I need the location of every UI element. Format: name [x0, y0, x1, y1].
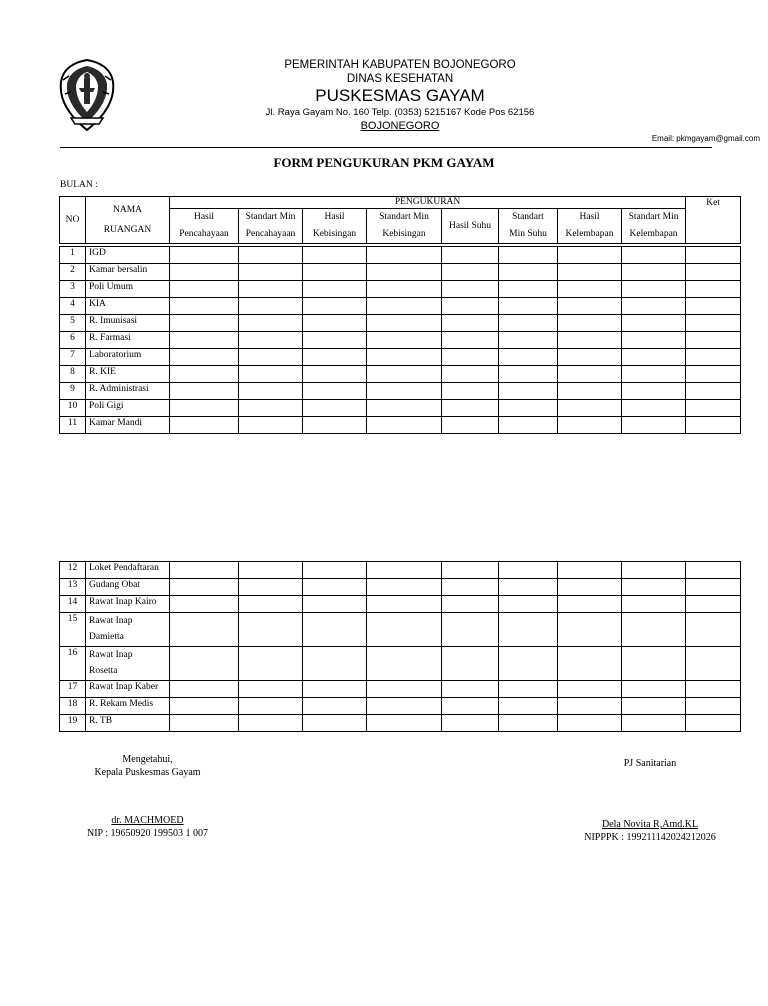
measurement-cell[interactable] [558, 613, 622, 647]
row-number: 19 [60, 715, 86, 732]
row-room-name [86, 349, 170, 366]
measurement-cell[interactable] [686, 579, 741, 596]
measurement-cell[interactable] [239, 613, 303, 647]
table-row [60, 596, 741, 613]
row-number: 14 [60, 596, 86, 613]
row-room-name [86, 332, 170, 349]
measurement-cell[interactable] [499, 247, 558, 264]
col-hasil-kebisingan-l2: Kebisingan [303, 225, 367, 244]
measurement-cell[interactable] [686, 647, 741, 681]
measurement-table-part2 [59, 561, 741, 732]
measurement-cell[interactable] [686, 366, 741, 383]
measurement-cell[interactable] [367, 613, 442, 647]
header-line2: DINAS KESEHATAN [346, 73, 454, 85]
measurement-cell[interactable] [170, 315, 239, 332]
measurement-cell[interactable] [170, 579, 239, 596]
room-name-line1: Gudang Obat [89, 580, 140, 590]
measurement-cell[interactable] [367, 417, 442, 434]
col-standart-min-suhu-l2: Min Suhu [499, 225, 558, 244]
measurement-cell[interactable] [303, 681, 367, 698]
measurement-cell[interactable] [622, 647, 686, 681]
row-room-name [86, 596, 170, 613]
measurement-cell[interactable] [303, 298, 367, 315]
measurement-cell[interactable] [170, 417, 239, 434]
measurement-cell[interactable] [558, 281, 622, 298]
measurement-cell[interactable] [170, 596, 239, 613]
table-row [60, 698, 741, 715]
measurement-cell[interactable] [442, 417, 499, 434]
table-row [60, 332, 741, 349]
measurement-cell[interactable] [367, 596, 442, 613]
measurement-cell[interactable] [558, 383, 622, 400]
header-no: NO [60, 197, 86, 244]
measurement-cell[interactable] [442, 681, 499, 698]
col-hasil-kelembapan-l2: Kelembapan [558, 225, 622, 244]
measurement-cell[interactable] [442, 298, 499, 315]
measurement-cell[interactable] [367, 383, 442, 400]
row-number: 9 [60, 383, 86, 400]
measurement-cell[interactable] [239, 681, 303, 698]
measurement-cell[interactable] [442, 715, 499, 732]
measurement-cell[interactable] [303, 315, 367, 332]
measurement-cell[interactable] [303, 562, 367, 579]
measurement-cell[interactable] [622, 715, 686, 732]
measurement-cell[interactable] [499, 281, 558, 298]
measurement-cell[interactable] [499, 400, 558, 417]
room-name-line1: R. KIE [89, 367, 116, 377]
regency-emblem-icon [57, 58, 117, 132]
row-number: 7 [60, 349, 86, 366]
table-row [60, 715, 741, 732]
col-hasil-pencahayaan-l2: Pencahayaan [170, 225, 239, 244]
measurement-cell[interactable] [442, 596, 499, 613]
measurement-cell[interactable] [367, 298, 442, 315]
measurement-cell[interactable] [442, 281, 499, 298]
row-number: 10 [60, 400, 86, 417]
measurement-cell[interactable] [686, 315, 741, 332]
col-standart-min-kebisingan-l2: Kebisingan [367, 225, 442, 244]
row-room-name [86, 579, 170, 596]
measurement-cell[interactable] [239, 315, 303, 332]
measurement-cell[interactable] [239, 417, 303, 434]
measurement-cell[interactable] [622, 366, 686, 383]
table-row [60, 613, 741, 647]
measurement-cell[interactable] [170, 400, 239, 417]
measurement-cell[interactable] [622, 332, 686, 349]
measurement-cell[interactable] [367, 281, 442, 298]
room-name-line1: R. Rekam Medis [89, 699, 154, 709]
measurement-cell[interactable] [622, 681, 686, 698]
table-row [60, 417, 741, 434]
measurement-cell[interactable] [686, 417, 741, 434]
measurement-cell[interactable] [622, 613, 686, 647]
room-name-line1: Kamar Mandi [89, 418, 143, 428]
measurement-cell[interactable] [239, 332, 303, 349]
row-room-name [86, 298, 170, 315]
measurement-cell[interactable] [499, 366, 558, 383]
header-ket: Ket [686, 197, 741, 244]
measurement-cell[interactable] [499, 264, 558, 281]
signature-left-nip: NIP : 19650920 199503 1 007 [86, 828, 209, 839]
row-room-name [86, 366, 170, 383]
row-number: 18 [60, 698, 86, 715]
measurement-cell[interactable] [558, 698, 622, 715]
table-row [60, 366, 741, 383]
measurement-cell[interactable] [558, 298, 622, 315]
measurement-cell[interactable] [303, 264, 367, 281]
col-hasil-suhu: Hasil Suhu [442, 209, 499, 244]
measurement-cell[interactable] [558, 681, 622, 698]
row-room-name [86, 383, 170, 400]
measurement-cell[interactable] [170, 247, 239, 264]
room-name-line1: R. Imunisasi [89, 316, 138, 326]
measurement-cell[interactable] [558, 647, 622, 681]
measurement-cell[interactable] [622, 596, 686, 613]
measurement-cell[interactable] [686, 264, 741, 281]
row-number: 13 [60, 579, 86, 596]
measurement-cell[interactable] [686, 383, 741, 400]
measurement-cell[interactable] [558, 332, 622, 349]
measurement-cell[interactable] [499, 715, 558, 732]
row-number: 15 [60, 613, 86, 647]
measurement-cell[interactable] [170, 281, 239, 298]
table-row [60, 400, 741, 417]
table-row [60, 281, 741, 298]
row-number: 8 [60, 366, 86, 383]
measurement-cell[interactable] [622, 349, 686, 366]
measurement-cell[interactable] [622, 579, 686, 596]
measurement-cell[interactable] [558, 349, 622, 366]
row-number: 1 [60, 247, 86, 264]
measurement-cell[interactable] [686, 562, 741, 579]
measurement-cell[interactable] [367, 715, 442, 732]
table-row [60, 681, 741, 698]
room-name-line1: Rawat Inap Kaber [89, 682, 159, 692]
row-room-name [86, 264, 170, 281]
room-name-line2: Rosetta [89, 666, 118, 676]
measurement-cell[interactable] [303, 383, 367, 400]
measurement-cell[interactable] [442, 264, 499, 281]
measurement-cell[interactable] [558, 315, 622, 332]
measurement-cell[interactable] [239, 400, 303, 417]
table-row [60, 647, 741, 681]
measurement-cell[interactable] [303, 332, 367, 349]
measurement-cell[interactable] [367, 264, 442, 281]
header-divider [60, 147, 712, 148]
measurement-cell[interactable] [170, 298, 239, 315]
measurement-cell[interactable] [239, 647, 303, 681]
col-standart-min-kelembapan: Standart Min [622, 209, 686, 226]
row-number: 12 [60, 562, 86, 579]
row-room-name [86, 698, 170, 715]
row-room-name [86, 613, 170, 647]
measurement-cell[interactable] [622, 298, 686, 315]
row-room-name [86, 247, 170, 264]
room-name-line1: Kamar bersalin [89, 265, 148, 275]
signature-right-name: Dela Novita R,Amd.KL [601, 819, 699, 830]
header-puskesmas-name: PUSKESMAS GAYAM [315, 86, 485, 105]
measurement-cell[interactable] [239, 579, 303, 596]
measurement-cell[interactable] [499, 613, 558, 647]
measurement-cell[interactable] [170, 562, 239, 579]
room-name-line1: Laboratorium [89, 350, 142, 360]
measurement-cell[interactable] [442, 383, 499, 400]
measurement-cell[interactable] [558, 400, 622, 417]
header-address: Jl. Raya Gayam No. 160 Telp. (0353) 5215167 Kode Pos 62156 [265, 107, 535, 118]
measurement-cell[interactable] [303, 613, 367, 647]
measurement-cell[interactable] [367, 247, 442, 264]
row-room-name [86, 647, 170, 681]
row-number: 3 [60, 281, 86, 298]
measurement-cell[interactable] [499, 562, 558, 579]
measurement-cell[interactable] [686, 400, 741, 417]
measurement-cell[interactable] [239, 349, 303, 366]
measurement-cell[interactable] [622, 383, 686, 400]
measurement-cell[interactable] [170, 647, 239, 681]
table-row [60, 349, 741, 366]
measurement-cell[interactable] [442, 247, 499, 264]
col-hasil-kebisingan: Hasil [303, 209, 367, 226]
measurement-cell[interactable] [367, 400, 442, 417]
row-room-name [86, 315, 170, 332]
room-name-line1: Poli Gigi [89, 401, 124, 411]
signature-left-block [60, 753, 235, 779]
signature-left-label1: Mengetahui, [122, 754, 173, 765]
measurement-cell[interactable] [442, 562, 499, 579]
measurement-cell[interactable] [499, 647, 558, 681]
measurement-cell[interactable] [442, 579, 499, 596]
header-city: BOJONEGORO [360, 120, 440, 132]
measurement-cell[interactable] [622, 264, 686, 281]
measurement-cell[interactable] [239, 281, 303, 298]
measurement-cell[interactable] [686, 281, 741, 298]
signature-left-name-block [60, 814, 235, 840]
room-name-line1: Poli Umum [89, 282, 134, 292]
measurement-cell[interactable] [239, 562, 303, 579]
signature-left-name: dr. MACHMOED [111, 815, 184, 826]
measurement-cell[interactable] [303, 247, 367, 264]
measurement-cell[interactable] [622, 562, 686, 579]
measurement-cell[interactable] [303, 647, 367, 681]
measurement-cell[interactable] [303, 596, 367, 613]
measurement-cell[interactable] [622, 315, 686, 332]
measurement-cell[interactable] [499, 417, 558, 434]
row-room-name [86, 562, 170, 579]
measurement-cell[interactable] [442, 400, 499, 417]
month-label: BULAN : [60, 180, 98, 190]
measurement-cell[interactable] [170, 264, 239, 281]
measurement-cell[interactable] [239, 596, 303, 613]
room-name-line1: Rawat Inap Kairo [89, 597, 157, 607]
col-standart-min-pencahayaan: Standart Min [239, 209, 303, 226]
measurement-cell[interactable] [686, 681, 741, 698]
measurement-cell[interactable] [367, 562, 442, 579]
measurement-cell[interactable] [170, 681, 239, 698]
measurement-cell[interactable] [558, 596, 622, 613]
measurement-cell[interactable] [622, 400, 686, 417]
header-line1: PEMERINTAH KABUPATEN BOJONEGORO [284, 59, 516, 71]
measurement-cell[interactable] [499, 383, 558, 400]
measurement-cell[interactable] [170, 613, 239, 647]
room-name-line1: Rawat Inap [89, 616, 133, 626]
row-room-name [86, 400, 170, 417]
measurement-cell[interactable] [442, 647, 499, 681]
row-number: 17 [60, 681, 86, 698]
measurement-cell[interactable] [303, 698, 367, 715]
measurement-cell[interactable] [499, 332, 558, 349]
measurement-cell[interactable] [558, 562, 622, 579]
measurement-cell[interactable] [622, 281, 686, 298]
room-name-line2: Damietta [89, 632, 124, 642]
row-number: 5 [60, 315, 86, 332]
col-standart-min-suhu: Standart [499, 209, 558, 226]
col-hasil-pencahayaan: Hasil [170, 209, 239, 226]
row-room-name [86, 715, 170, 732]
measurement-cell[interactable] [170, 366, 239, 383]
measurement-cell[interactable] [367, 579, 442, 596]
table-row [60, 383, 741, 400]
measurement-cell[interactable] [442, 349, 499, 366]
room-name-line1: Rawat Inap [89, 650, 133, 660]
row-number: 2 [60, 264, 86, 281]
measurement-cell[interactable] [303, 715, 367, 732]
measurement-cell[interactable] [367, 647, 442, 681]
room-name-line1: IGD [89, 248, 106, 258]
measurement-cell[interactable] [622, 247, 686, 264]
row-room-name [86, 417, 170, 434]
measurement-cell[interactable] [499, 698, 558, 715]
measurement-cell[interactable] [239, 298, 303, 315]
measurement-cell[interactable] [239, 264, 303, 281]
measurement-table-part1 [59, 246, 741, 434]
row-number: 6 [60, 332, 86, 349]
measurement-cell[interactable] [622, 698, 686, 715]
measurement-table-header [59, 196, 741, 244]
measurement-cell[interactable] [367, 349, 442, 366]
col-standart-min-kebisingan: Standart Min [367, 209, 442, 226]
table-row [60, 298, 741, 315]
measurement-cell[interactable] [499, 579, 558, 596]
measurement-cell[interactable] [239, 366, 303, 383]
room-name-line1: R. TB [89, 716, 113, 726]
header-email: Email: pkmgayam@gmail.com [651, 134, 760, 143]
measurement-cell[interactable] [558, 366, 622, 383]
row-number: 11 [60, 417, 86, 434]
signature-left-label2: Kepala Puskesmas Gayam [94, 767, 201, 778]
room-name-line1: KIA [89, 299, 106, 309]
measurement-cell[interactable] [686, 349, 741, 366]
measurement-cell[interactable] [686, 298, 741, 315]
measurement-cell[interactable] [499, 596, 558, 613]
measurement-cell[interactable] [367, 681, 442, 698]
measurement-cell[interactable] [499, 349, 558, 366]
measurement-cell[interactable] [239, 715, 303, 732]
measurement-cell[interactable] [686, 715, 741, 732]
measurement-cell[interactable] [686, 698, 741, 715]
measurement-cell[interactable] [170, 383, 239, 400]
measurement-cell[interactable] [367, 698, 442, 715]
measurement-cell[interactable] [303, 579, 367, 596]
measurement-cell[interactable] [686, 613, 741, 647]
col-standart-min-kelembapan-l2: Kelembapan [622, 225, 686, 244]
room-name-line1: R. Farmasi [89, 333, 131, 343]
header-room-name: NAMA RUANGAN [86, 197, 170, 244]
measurement-cell[interactable] [558, 715, 622, 732]
measurement-cell[interactable] [686, 247, 741, 264]
measurement-cell[interactable] [303, 281, 367, 298]
table-row [60, 264, 741, 281]
measurement-cell[interactable] [499, 298, 558, 315]
header-group-pengukuran: PENGUKURAN [170, 197, 686, 209]
measurement-cell[interactable] [303, 400, 367, 417]
measurement-cell[interactable] [239, 247, 303, 264]
form-title: FORM PENGUKURAN PKM GAYAM [273, 155, 495, 170]
measurement-cell[interactable] [686, 332, 741, 349]
table-row [60, 579, 741, 596]
measurement-cell[interactable] [499, 681, 558, 698]
measurement-cell[interactable] [303, 417, 367, 434]
table-row [60, 562, 741, 579]
measurement-cell[interactable] [442, 366, 499, 383]
signature-right-name-block [565, 818, 735, 844]
measurement-cell[interactable] [442, 613, 499, 647]
measurement-cell[interactable] [558, 579, 622, 596]
measurement-cell[interactable] [442, 698, 499, 715]
measurement-cell[interactable] [686, 596, 741, 613]
measurement-cell[interactable] [239, 698, 303, 715]
table-row [60, 315, 741, 332]
measurement-cell[interactable] [367, 366, 442, 383]
room-name-line1: Loket Pendaftaran [89, 563, 159, 573]
row-number: 4 [60, 298, 86, 315]
measurement-cell[interactable] [558, 417, 622, 434]
measurement-cell[interactable] [499, 315, 558, 332]
measurement-cell[interactable] [558, 264, 622, 281]
table-row [60, 247, 741, 264]
col-standart-min-pencahayaan-l2: Pencahayaan [239, 225, 303, 244]
row-room-name [86, 681, 170, 698]
row-room-name [86, 281, 170, 298]
measurement-cell[interactable] [367, 315, 442, 332]
measurement-cell[interactable] [170, 715, 239, 732]
measurement-cell[interactable] [303, 366, 367, 383]
col-hasil-kelembapan: Hasil [558, 209, 622, 226]
measurement-cell[interactable] [239, 383, 303, 400]
measurement-cell[interactable] [303, 349, 367, 366]
signature-right-nip: NIPPPK : 199211142024212026 [584, 832, 716, 843]
measurement-cell[interactable] [367, 332, 442, 349]
measurement-cell[interactable] [170, 698, 239, 715]
measurement-cell[interactable] [558, 247, 622, 264]
signature-right-label: PJ Sanitarian [623, 758, 677, 769]
room-name-line1: R. Administrasi [89, 384, 149, 394]
measurement-cell[interactable] [622, 417, 686, 434]
measurement-cell[interactable] [170, 349, 239, 366]
row-number: 16 [60, 647, 86, 681]
measurement-cell[interactable] [442, 315, 499, 332]
measurement-cell[interactable] [170, 332, 239, 349]
measurement-cell[interactable] [442, 332, 499, 349]
